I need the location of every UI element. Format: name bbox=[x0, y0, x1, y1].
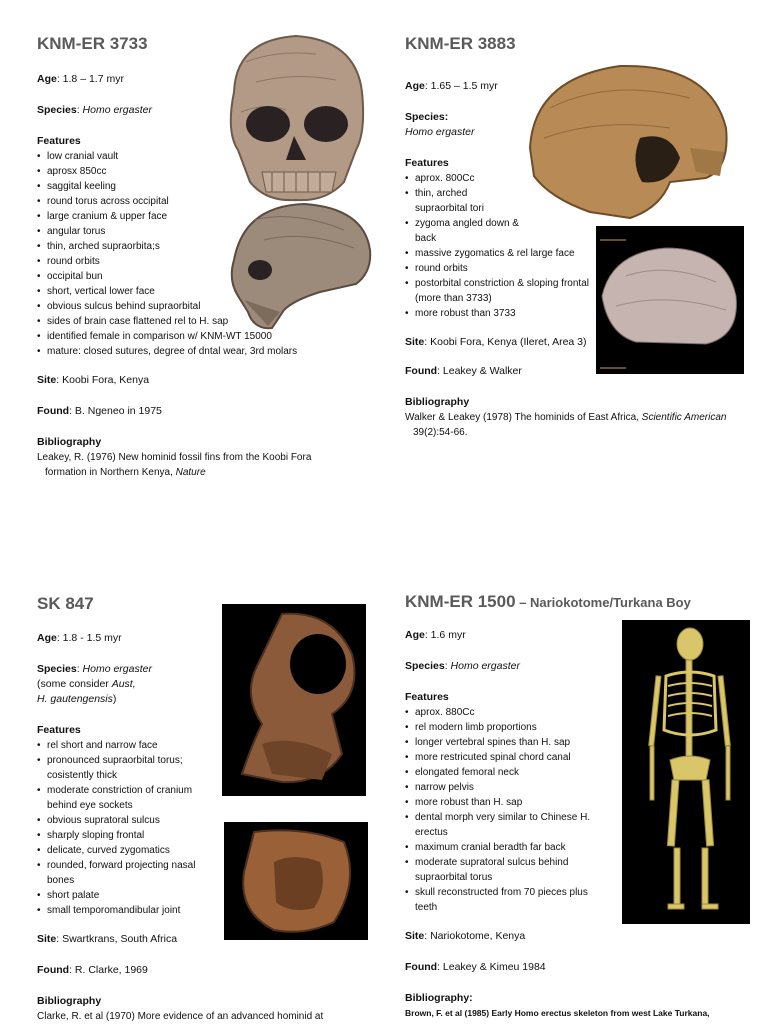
species-value: Homo ergaster bbox=[405, 126, 475, 138]
list-item: • elongated femoral neck bbox=[405, 765, 605, 780]
features-heading: Features bbox=[405, 691, 449, 703]
list-item: • aprox. 880Cc bbox=[405, 705, 605, 720]
list-item: • round orbits bbox=[405, 261, 590, 276]
species-note: (some consider Aust, bbox=[37, 678, 136, 690]
list-item: • round orbits bbox=[37, 254, 237, 269]
list-item: • longer vertebral spines than H. sap bbox=[405, 735, 605, 750]
list-item: • identified female in comparison w/ KNM-WT 15000 bbox=[37, 329, 347, 344]
site-field: Site: Koobi Fora, Kenya (Ileret, Area 3) bbox=[405, 336, 587, 348]
card-title: KNM-ER 1500 – Nariokotome/Turkana Boy bbox=[405, 592, 691, 611]
list-item: • massive zygomatics & rel large face bbox=[405, 246, 590, 261]
list-item: • postorbital constriction & sloping frontal (more than 3733) bbox=[405, 276, 590, 306]
list-item: • maximum cranial beradth far back bbox=[405, 840, 605, 855]
species-field: Species: bbox=[405, 111, 449, 123]
skull-side-image bbox=[520, 58, 732, 224]
found-field: Found: Leakey & Walker bbox=[405, 365, 522, 377]
fossil-palate-image bbox=[224, 822, 368, 940]
list-item: • rel short and narrow face bbox=[37, 738, 212, 753]
list-item: • obvious supratoral sulcus bbox=[37, 813, 212, 828]
bibliography-text: Walker & Leakey (1978) The hominids of East Africa, Scientific American 39(2):54-66. bbox=[405, 412, 727, 438]
features-heading: Features bbox=[37, 135, 81, 147]
features-heading: Features bbox=[405, 157, 449, 169]
site-field: Site: Nariokotome, Kenya bbox=[405, 930, 526, 942]
skull-side-image bbox=[224, 200, 374, 332]
list-item: • moderate constriction of cranium behind eye sockets bbox=[37, 783, 212, 813]
skeleton-image bbox=[622, 620, 750, 924]
list-item: • pronounced supraorbital torus; cosistently thick bbox=[37, 753, 212, 783]
list-item: • short palate bbox=[37, 888, 212, 903]
list-item: • delicate, curved zygomatics bbox=[37, 843, 212, 858]
list-item: • rel modern limb proportions bbox=[405, 720, 605, 735]
list-item: • skull reconstructed from 70 pieces plus teeth bbox=[405, 885, 605, 915]
list-item: • obvious sulcus behind supraorbital bbox=[37, 299, 237, 314]
bibliography-text: Leakey, R. (1976) New hominid fossil fins from the Koobi Fora formation in Northern Kenya, Nature bbox=[37, 452, 312, 478]
list-item: • sharply sloping frontal bbox=[37, 828, 212, 843]
features-list bbox=[37, 149, 298, 359]
bibliography-heading: Bibliography bbox=[37, 436, 102, 448]
list-item: • large cranium & upper face bbox=[37, 209, 237, 224]
list-item: • zygoma angled down & back bbox=[405, 216, 530, 246]
bibliography-heading: Bibliography bbox=[37, 995, 102, 1007]
species-field: Species: Homo ergaster bbox=[37, 663, 152, 675]
list-item: • narrow pelvis bbox=[405, 780, 605, 795]
found-field: Found: B. Ngeneo in 1975 bbox=[37, 405, 162, 417]
bibliography-text: Clarke, R. et al (1970) More evidence of an advanced hominid at bbox=[37, 1011, 324, 1022]
species-field: Species: Homo ergaster bbox=[37, 104, 152, 116]
found-field: Found: Leakey & Kimeu 1984 bbox=[405, 961, 546, 973]
list-item: • more robust than 3733 bbox=[405, 306, 590, 321]
list-item: • saggital keeling bbox=[37, 179, 237, 194]
fossil-face-image bbox=[222, 604, 366, 796]
list-item: • thin, arched supraorbita;s bbox=[37, 239, 237, 254]
bibliography-heading: Bibliography: bbox=[405, 992, 473, 1004]
list-item: • thin, arched supraorbital tori bbox=[405, 186, 505, 216]
skull-front-image bbox=[216, 32, 376, 202]
species-note-2: H. gautengensis) bbox=[37, 693, 117, 705]
bibliography-heading: Bibliography bbox=[405, 396, 470, 408]
card-title: KNM-ER 3733 bbox=[37, 34, 148, 53]
list-item: • low cranial vault bbox=[37, 149, 237, 164]
features-list bbox=[405, 705, 605, 915]
list-item: • dental morph very similar to Chinese H. erectus bbox=[405, 810, 605, 840]
list-item: • angular torus bbox=[37, 224, 237, 239]
list-item: • moderate supratoral sulcus behind supraorbital torus bbox=[405, 855, 605, 885]
species-field: Species: Homo ergaster bbox=[405, 660, 520, 672]
list-item: • aprosx 850cc bbox=[37, 164, 237, 179]
site-field: Site: Swartkrans, South Africa bbox=[37, 933, 178, 945]
card-title: KNM-ER 3883 bbox=[405, 34, 516, 53]
list-item: • aprox. 800Cc bbox=[405, 171, 590, 186]
features-heading: Features bbox=[37, 724, 81, 736]
list-item: • more restricuted spinal chord canal bbox=[405, 750, 605, 765]
list-item: • occipital bun bbox=[37, 269, 237, 284]
list-item: • short, vertical lower face bbox=[37, 284, 237, 299]
list-item: • sides of brain case flattened rel to H. sap bbox=[37, 314, 237, 329]
site-field: Site: Koobi Fora, Kenya bbox=[37, 374, 150, 386]
card-title: SK 847 bbox=[37, 594, 94, 613]
features-list bbox=[37, 738, 212, 918]
age-field: Age: 1.8 - 1.5 myr bbox=[37, 632, 122, 644]
age-field: Age: 1.6 myr bbox=[405, 629, 466, 641]
list-item: • mature: closed sutures, degree of dntal wear, 3rd molars bbox=[37, 344, 367, 359]
list-item: • more robust than H. sap bbox=[405, 795, 605, 810]
age-field: Age: 1.65 – 1.5 myr bbox=[405, 80, 498, 92]
list-item: • rounded, forward projecting nasal bones bbox=[37, 858, 212, 888]
age-field: Age: 1.8 – 1.7 myr bbox=[37, 73, 124, 85]
list-item: • small temporomandibular joint bbox=[37, 903, 212, 918]
bibliography-text: Brown, F. et al (1985) Early Homo erectus skeleton from west Lake Turkana, bbox=[405, 1008, 710, 1018]
skull-top-image bbox=[596, 226, 744, 374]
list-item: • round torus across occipital bbox=[37, 194, 237, 209]
found-field: Found: R. Clarke, 1969 bbox=[37, 964, 148, 976]
